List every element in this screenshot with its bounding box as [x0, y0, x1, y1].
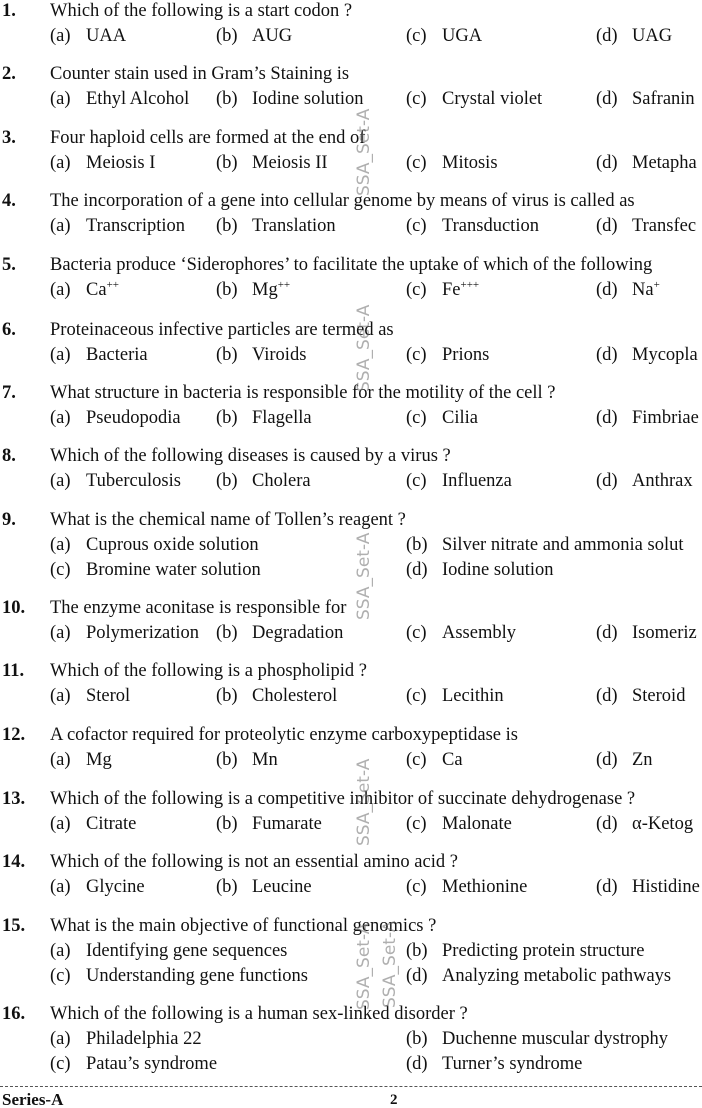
option-a — [50, 471, 181, 492]
question-number: 5. — [2, 255, 16, 275]
option-text: Bromine water solution — [86, 560, 261, 580]
question-text: Counter stain used in Gram’s Staining is — [50, 64, 350, 84]
question-number: 11. — [2, 661, 25, 681]
option-a — [50, 535, 259, 556]
option-label: (d) — [596, 814, 618, 834]
option-label: (b) — [216, 750, 238, 770]
option-text: Assembly — [442, 623, 516, 643]
option-b — [216, 408, 312, 429]
option-b — [216, 153, 328, 174]
option-text: Leucine — [252, 877, 312, 897]
option-c — [406, 408, 478, 429]
option-a — [50, 26, 126, 47]
question-text: A cofactor required for proteolytic enzyme carboxypeptidase is — [50, 725, 518, 745]
option-text: Glycine — [86, 877, 145, 897]
option-c — [406, 814, 512, 835]
option-label: (d) — [596, 26, 618, 46]
option-label: (c) — [406, 153, 427, 173]
option-b — [216, 280, 290, 301]
option-text: Methionine — [442, 877, 528, 897]
option-label: (d) — [596, 216, 618, 236]
option-text: Na — [632, 280, 654, 300]
option-a — [50, 153, 155, 174]
option-text: Flagella — [252, 408, 312, 428]
option-text: Cuprous oxide solution — [86, 535, 259, 555]
option-a — [50, 216, 185, 237]
option-label: (a) — [50, 814, 71, 834]
option-c — [406, 345, 489, 366]
option-label: (b) — [216, 408, 238, 428]
question-number: 15. — [2, 916, 26, 936]
option-text: Cilia — [442, 408, 478, 428]
option-label: (d) — [596, 877, 618, 897]
option-text: Analyzing metabolic pathways — [442, 966, 672, 986]
option-a — [50, 941, 287, 962]
option-c — [406, 89, 542, 110]
option-text: Silver nitrate and ammonia solut — [442, 535, 684, 555]
option-c — [406, 623, 516, 644]
watermark: SSA_Set-A — [354, 532, 374, 620]
option-b — [216, 216, 336, 237]
option-label: (b) — [216, 89, 238, 109]
option-a — [50, 345, 148, 366]
option-d — [596, 750, 653, 771]
question-number: 3. — [2, 128, 16, 148]
option-b — [216, 814, 322, 835]
option-b — [406, 1029, 668, 1050]
option-label: (a) — [50, 686, 71, 706]
option-text: Citrate — [86, 814, 137, 834]
watermark: SSA_Set-A — [354, 758, 374, 846]
question-number: 16. — [2, 1004, 26, 1024]
series-label: Series-A — [2, 1090, 64, 1108]
superscript-charge: + — [653, 279, 660, 291]
option-label: (b) — [216, 814, 238, 834]
option-text: Transfec — [632, 216, 697, 236]
option-label: (d) — [596, 471, 618, 491]
option-text: Mitosis — [442, 153, 498, 173]
option-text: UAG — [632, 26, 673, 46]
option-text: Anthrax — [632, 471, 693, 491]
option-text: Cholesterol — [252, 686, 338, 706]
option-label: (c) — [406, 877, 427, 897]
question-number: 10. — [2, 598, 26, 618]
option-label: (c) — [406, 686, 427, 706]
option-b — [216, 89, 364, 110]
question-text: Four haploid cells are formed at the end of — [50, 128, 366, 148]
option-a — [50, 814, 136, 835]
watermark: SSA_Set-A — [354, 108, 374, 196]
option-text: Turner’s syndrome — [442, 1054, 583, 1074]
option-label: (a) — [50, 750, 71, 770]
option-b — [216, 623, 343, 644]
option-text: Meiosis I — [86, 153, 156, 173]
option-d — [596, 408, 699, 429]
option-label: (c) — [406, 216, 427, 236]
option-text: Influenza — [442, 471, 512, 491]
option-label: (d) — [596, 345, 618, 365]
option-label: (d) — [596, 623, 618, 643]
question-number: 14. — [2, 852, 26, 872]
option-label: (a) — [50, 623, 71, 643]
option-text: Isomeriz — [632, 623, 697, 643]
option-label: (b) — [216, 623, 238, 643]
option-c — [406, 216, 539, 237]
option-label: (a) — [50, 153, 71, 173]
question-number: 6. — [2, 320, 16, 340]
option-text: Fe — [442, 280, 461, 300]
option-b — [216, 471, 311, 492]
question-text: Which of the following is a start codon ? — [50, 1, 353, 21]
option-d — [596, 89, 695, 110]
watermark: SSA_Set-A — [380, 920, 400, 1008]
option-c — [50, 1054, 217, 1075]
option-label: (a) — [50, 471, 71, 491]
option-d — [596, 280, 660, 301]
option-label: (c) — [406, 471, 427, 491]
option-text: Fumarate — [252, 814, 322, 834]
question-number: 9. — [2, 510, 16, 530]
option-text: Predicting protein structure — [442, 941, 645, 961]
option-d — [406, 1054, 582, 1075]
option-d — [406, 560, 554, 581]
option-d — [596, 623, 697, 644]
option-text: Histidine — [632, 877, 700, 897]
option-text: Metapha — [632, 153, 697, 173]
question-text: What structure in bacteria is responsible for the motility of the cell ? — [50, 383, 556, 403]
question-number: 2. — [2, 64, 16, 84]
option-text: Sterol — [86, 686, 131, 706]
option-a — [50, 750, 112, 771]
option-b — [216, 686, 337, 707]
question-number: 8. — [2, 446, 16, 466]
option-label: (c) — [406, 26, 427, 46]
option-b — [406, 535, 683, 556]
option-text: Mycopla — [632, 345, 698, 365]
option-a — [50, 686, 130, 707]
option-label: (b) — [216, 471, 238, 491]
option-label: (c) — [406, 750, 427, 770]
option-label: (c) — [50, 966, 71, 986]
question-number: 7. — [2, 383, 16, 403]
option-label: (a) — [50, 1029, 71, 1049]
option-b — [216, 345, 306, 366]
question-text: Which of the following is a human sex-linked disorder ? — [50, 1004, 468, 1024]
option-text: Ca — [86, 280, 107, 300]
option-text: UAA — [86, 26, 127, 46]
option-text: Fimbriae — [632, 408, 699, 428]
option-a — [50, 1029, 202, 1050]
option-text: Pseudopodia — [86, 408, 181, 428]
option-label: (a) — [50, 941, 71, 961]
option-text: Duchenne muscular dystrophy — [442, 1029, 669, 1049]
question-text: The incorporation of a gene into cellular genome by means of virus is called as — [50, 191, 635, 211]
option-text: UGA — [442, 26, 483, 46]
question-number: 1. — [2, 1, 16, 21]
option-text: Lecithin — [442, 686, 504, 706]
option-text: Crystal violet — [442, 89, 543, 109]
option-text: Understanding gene functions — [86, 966, 308, 986]
question-text: Which of the following is a phospholipid ? — [50, 661, 368, 681]
option-a — [50, 408, 181, 429]
option-d — [596, 877, 700, 898]
option-text: Bacteria — [86, 345, 148, 365]
option-text: Meiosis II — [252, 153, 328, 173]
option-d — [596, 153, 697, 174]
question-number: 12. — [2, 725, 26, 745]
option-label: (b) — [216, 686, 238, 706]
option-label: (b) — [216, 153, 238, 173]
superscript-charge: ++ — [277, 279, 291, 291]
watermark: SSA_Set-A — [354, 304, 374, 392]
option-d — [596, 814, 693, 835]
question-text: Proteinaceous infective particles are termed as — [50, 320, 394, 340]
option-text: Ca — [442, 750, 463, 770]
option-label: (c) — [406, 408, 427, 428]
question-text: Which of the following diseases is caused by a virus ? — [50, 446, 451, 466]
option-text: Ethyl Alcohol — [86, 89, 190, 109]
option-label: (c) — [50, 560, 71, 580]
option-label: (c) — [406, 814, 427, 834]
question-text: What is the main objective of functional genomics ? — [50, 916, 437, 936]
option-text: Zn — [632, 750, 653, 770]
option-d — [596, 216, 696, 237]
option-text: Iodine solution — [252, 89, 364, 109]
option-label: (d) — [406, 966, 428, 986]
option-text: Tuberculosis — [86, 471, 181, 491]
watermark: SSA_Set-A — [354, 922, 374, 1010]
question-text: Bacteria produce ‘Siderophores’ to facilitate the uptake of which of the following — [50, 255, 653, 275]
question-text: Which of the following is a competitive inhibitor of succinate dehydrogenase ? — [50, 789, 636, 809]
option-text: Degradation — [252, 623, 344, 643]
page-number: 2 — [390, 1092, 398, 1108]
question-text: Which of the following is not an essential amino acid ? — [50, 852, 458, 872]
option-label: (b) — [216, 345, 238, 365]
option-label: (d) — [596, 750, 618, 770]
question-number: 4. — [2, 191, 16, 211]
option-label: (b) — [406, 1029, 428, 1049]
option-label: (d) — [596, 686, 618, 706]
option-label: (d) — [596, 153, 618, 173]
option-label: (a) — [50, 89, 71, 109]
footer-divider — [0, 1086, 702, 1087]
option-label: (a) — [50, 877, 71, 897]
option-label: (a) — [50, 26, 71, 46]
option-text: Mg — [86, 750, 112, 770]
option-c — [50, 560, 261, 581]
option-b — [216, 877, 312, 898]
option-label: (c) — [406, 623, 427, 643]
option-label: (a) — [50, 216, 71, 236]
option-text: Iodine solution — [442, 560, 554, 580]
option-c — [406, 750, 463, 771]
option-label: (d) — [406, 560, 428, 580]
option-text: AUG — [252, 26, 293, 46]
option-text: Prions — [442, 345, 490, 365]
option-label: (a) — [50, 408, 71, 428]
question-text: What is the chemical name of Tollen’s reagent ? — [50, 510, 406, 530]
option-c — [50, 966, 308, 987]
option-text: Mg — [252, 280, 278, 300]
option-text: Patau’s syndrome — [86, 1054, 218, 1074]
option-label: (a) — [50, 535, 71, 555]
superscript-charge: +++ — [460, 279, 480, 291]
option-label: (b) — [406, 941, 428, 961]
option-c — [406, 471, 512, 492]
option-c — [406, 877, 527, 898]
option-a — [50, 89, 189, 110]
option-label: (d) — [596, 408, 618, 428]
option-label: (b) — [216, 280, 238, 300]
option-text: Translation — [252, 216, 336, 236]
superscript-charge: ++ — [106, 279, 119, 291]
option-label: (d) — [596, 280, 618, 300]
option-c — [406, 280, 479, 301]
option-a — [50, 280, 119, 301]
option-label: (b) — [216, 26, 238, 46]
option-d — [406, 966, 671, 987]
option-d — [596, 345, 698, 366]
option-c — [406, 26, 482, 47]
option-label: (d) — [596, 89, 618, 109]
option-text: Steroid — [632, 686, 686, 706]
option-text: α-Ketog — [632, 814, 694, 834]
option-b — [406, 941, 644, 962]
option-d — [596, 686, 685, 707]
question-text: The enzyme aconitase is responsible for — [50, 598, 347, 618]
option-label: (b) — [216, 877, 238, 897]
option-label: (d) — [406, 1054, 428, 1074]
option-text: Viroids — [252, 345, 307, 365]
option-text: Philadelphia 22 — [86, 1029, 202, 1049]
option-label: (c) — [406, 345, 427, 365]
option-d — [596, 26, 672, 47]
option-a — [50, 877, 145, 898]
option-text: Transcription — [86, 216, 186, 236]
option-d — [596, 471, 693, 492]
option-b — [216, 26, 292, 47]
option-text: Malonate — [442, 814, 512, 834]
option-text: Mn — [252, 750, 278, 770]
option-a — [50, 623, 199, 644]
option-label: (a) — [50, 345, 71, 365]
question-number: 13. — [2, 789, 26, 809]
option-text: Safranin — [632, 89, 695, 109]
option-label: (b) — [216, 216, 238, 236]
option-label: (a) — [50, 280, 71, 300]
option-text: Cholera — [252, 471, 311, 491]
option-c — [406, 153, 498, 174]
option-text: Identifying gene sequences — [86, 941, 288, 961]
option-c — [406, 686, 504, 707]
option-b — [216, 750, 278, 771]
option-text: Polymerization — [86, 623, 200, 643]
option-label: (b) — [406, 535, 428, 555]
option-label: (c) — [50, 1054, 71, 1074]
option-label: (c) — [406, 280, 427, 300]
option-text: Transduction — [442, 216, 539, 236]
option-label: (c) — [406, 89, 427, 109]
